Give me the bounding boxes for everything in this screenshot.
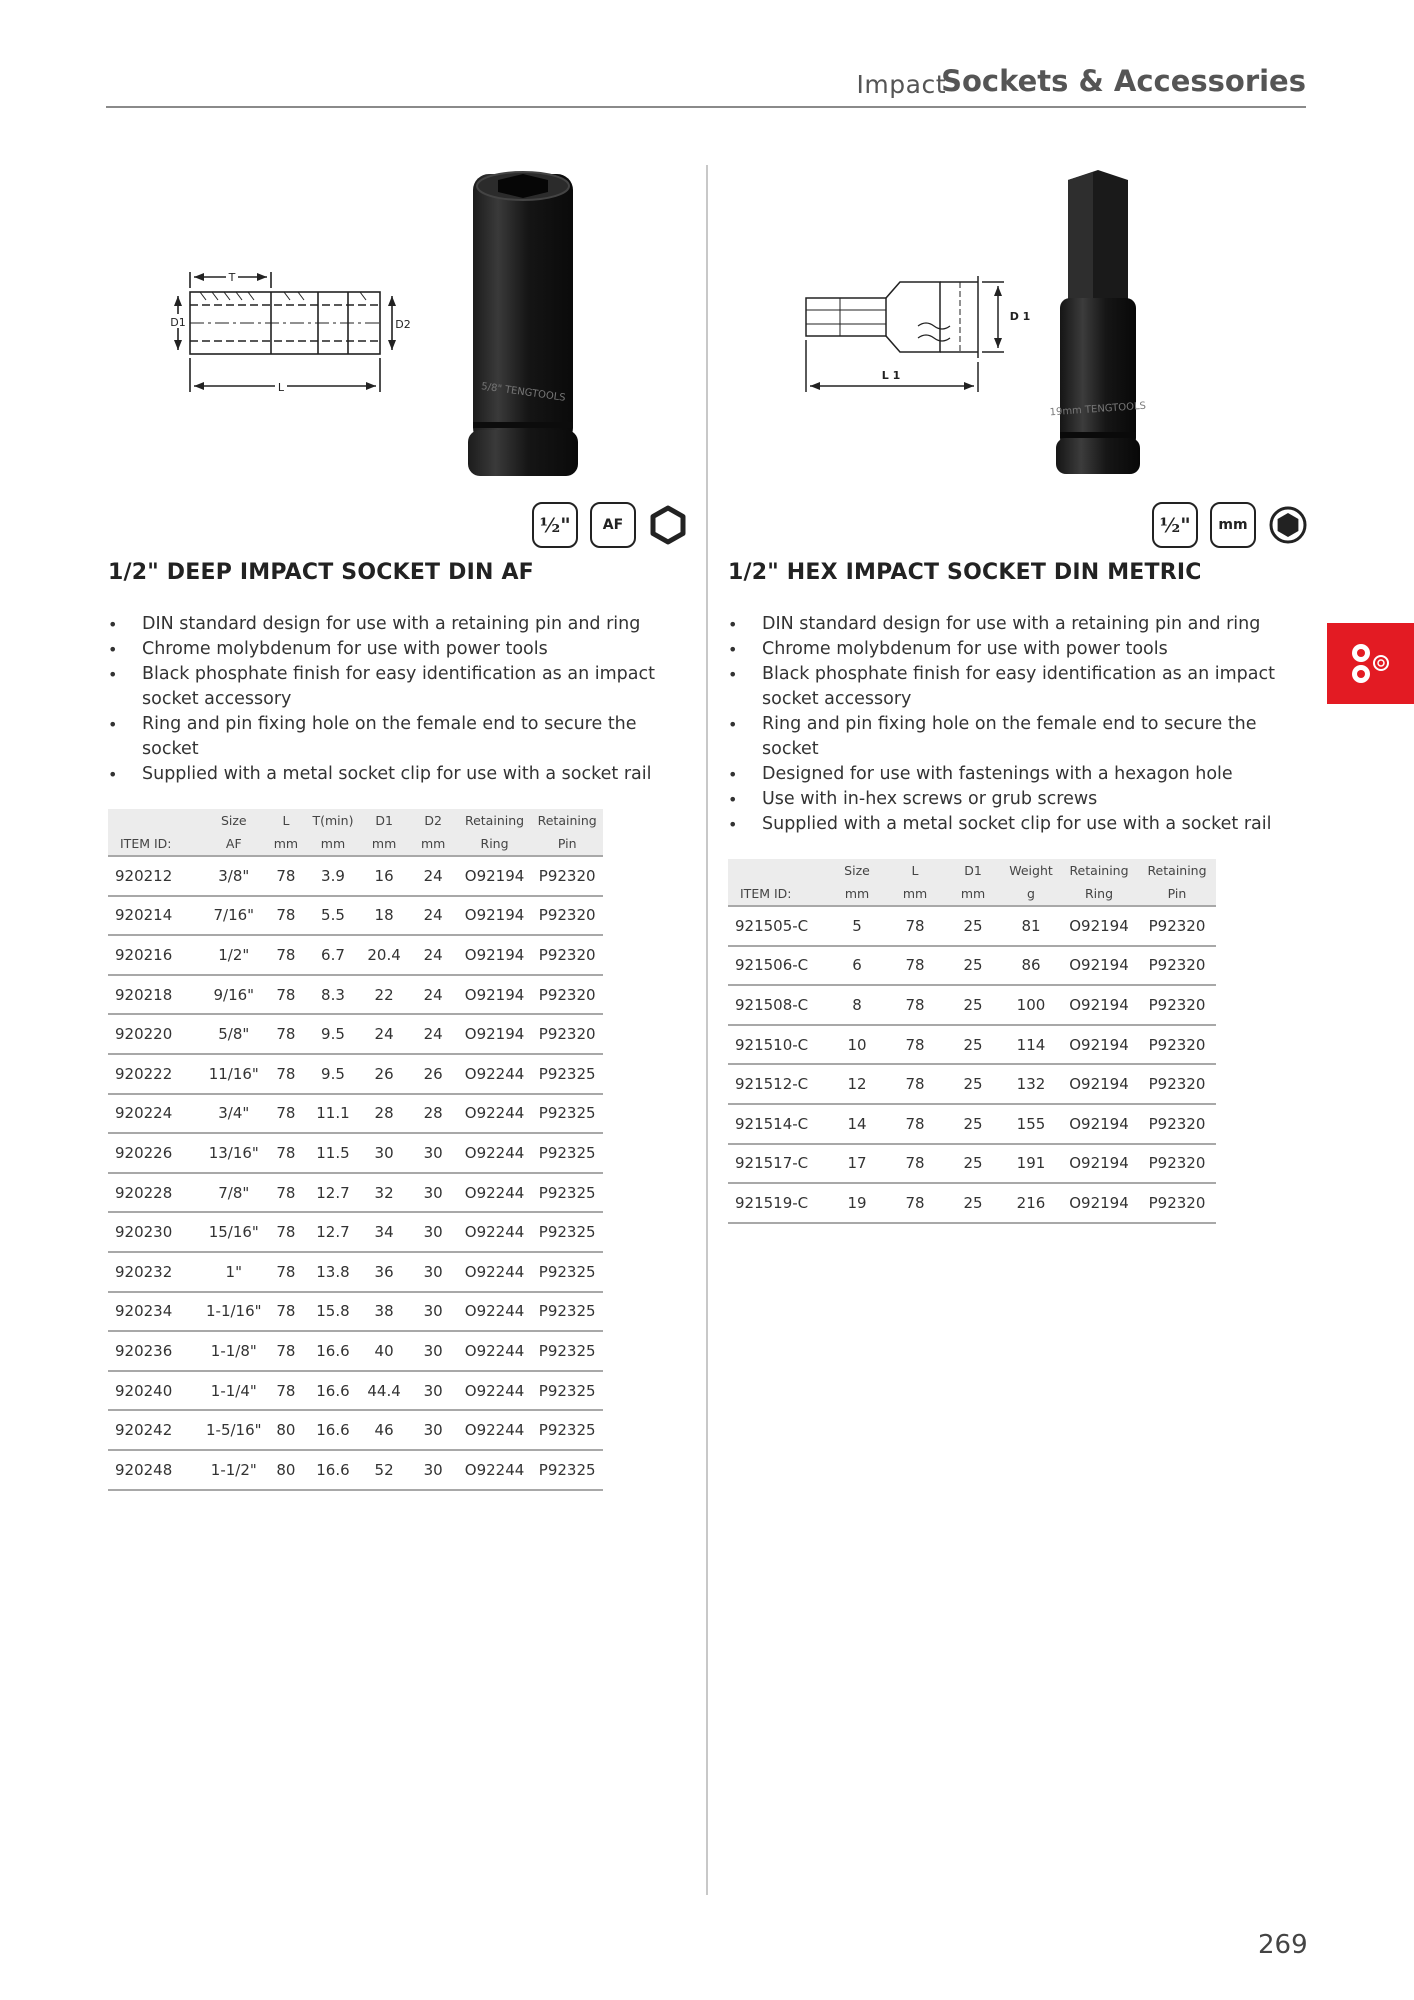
table-cell: 7/16" (202, 896, 265, 936)
table-cell: 25 (944, 985, 1002, 1025)
table-cell: 11.5 (306, 1133, 359, 1173)
table-cell: 24 (409, 975, 458, 1015)
table-cell: 19 (828, 1183, 886, 1223)
table-header-cell: Pin (557, 836, 577, 851)
table-row (108, 1371, 603, 1411)
table-cell: 78 (265, 1331, 306, 1371)
table-header-cell (108, 809, 202, 832)
table-cell: 78 (265, 1173, 306, 1213)
table-cell: 78 (265, 1054, 306, 1094)
table-header-cell: mm (371, 836, 397, 851)
table-cell: 20.4 (360, 935, 409, 975)
table-header-cell: Retaining (1069, 863, 1129, 878)
table-header-cell: Size (220, 813, 247, 828)
feature-item: • DIN standard design for use with a retaining pin and ring (728, 612, 1308, 637)
table-header-cell: Weight (1009, 863, 1053, 878)
table-cell: 78 (265, 896, 306, 936)
left-feature-list (108, 612, 688, 787)
table-cell: O92244 (458, 1173, 532, 1213)
item-id-cell: 920248 (108, 1450, 202, 1490)
table-cell: 25 (944, 1025, 1002, 1065)
table-cell: 9.5 (306, 1014, 359, 1054)
table-cell: 16 (360, 856, 409, 896)
table-row (728, 1064, 1216, 1104)
table-cell: 22 (360, 975, 409, 1015)
left-product-images (108, 160, 688, 480)
table-header-cell: ITEM ID: (120, 836, 172, 851)
table-cell: 30 (360, 1133, 409, 1173)
table-cell: 5.5 (306, 896, 359, 936)
table-cell: 78 (265, 856, 306, 896)
table-header-cell: g (1027, 886, 1035, 901)
table-cell: 38 (360, 1292, 409, 1332)
table-cell: 13.8 (306, 1252, 359, 1292)
table-cell: P92325 (531, 1371, 603, 1411)
table-cell: O92244 (458, 1212, 532, 1252)
table-header-cell: L (911, 863, 919, 878)
table-row (108, 1212, 603, 1252)
header-title: Sockets & Accessories (941, 64, 1306, 98)
item-id-cell: 921506-C (728, 946, 828, 986)
table-cell: 1-1/8" (202, 1331, 265, 1371)
table-header-cell: Pin (1167, 886, 1187, 901)
table-row (108, 1094, 603, 1134)
table-cell: O92244 (458, 1054, 532, 1094)
table-header-cell: L (282, 813, 290, 828)
table-cell: 30 (409, 1450, 458, 1490)
table-cell: 86 (1002, 946, 1060, 986)
table-cell: 78 (886, 985, 944, 1025)
table-cell: O92194 (1060, 1064, 1138, 1104)
table-header-cell: Size (844, 863, 870, 878)
table-cell: P92325 (531, 1292, 603, 1332)
table-cell: 78 (265, 1212, 306, 1252)
table-header-cell: T(min) (312, 813, 354, 828)
table-cell: 46 (360, 1410, 409, 1450)
item-id-cell: 921510-C (728, 1025, 828, 1065)
table-cell: P92320 (1138, 1144, 1216, 1184)
table-row (108, 1292, 603, 1332)
table-cell: 78 (886, 946, 944, 986)
table-cell: 78 (265, 1371, 306, 1411)
table-header-cell: mm (844, 886, 870, 901)
table-row (728, 1144, 1216, 1184)
item-id-cell: 921517-C (728, 1144, 828, 1184)
diagram-label-d1: D1 (170, 316, 186, 329)
table-cell: 100 (1002, 985, 1060, 1025)
table-header-row (728, 882, 1216, 906)
table-cell: O92194 (1060, 906, 1138, 946)
item-id-cell: 920228 (108, 1173, 202, 1213)
table-cell: 30 (409, 1133, 458, 1173)
feature-item: • Chrome molybdenum for use with power tools (728, 637, 1308, 662)
table-cell: 30 (409, 1212, 458, 1252)
table-cell: O92244 (458, 1331, 532, 1371)
table-cell: 30 (409, 1371, 458, 1411)
table-cell: P92320 (1138, 1064, 1216, 1104)
item-id-cell: 921514-C (728, 1104, 828, 1144)
socket-marking-text: 19mm TENGTOOLS (1049, 400, 1147, 419)
table-cell: 78 (265, 1133, 306, 1173)
table-cell: 10 (828, 1025, 886, 1065)
item-id-cell: 920224 (108, 1094, 202, 1134)
table-cell: P92320 (1138, 1104, 1216, 1144)
table-cell: 3.9 (306, 856, 359, 896)
table-cell: P92320 (531, 856, 603, 896)
table-cell: 25 (944, 946, 1002, 986)
table-cell: O92194 (1060, 1104, 1138, 1144)
right-product-column (728, 160, 1308, 1212)
right-spec-table (728, 859, 1216, 1224)
table-cell: 5 (828, 906, 886, 946)
table-cell: 16.6 (306, 1450, 359, 1490)
table-cell: 16.6 (306, 1371, 359, 1411)
diagram-label-l: L (277, 381, 285, 394)
table-header-row (728, 859, 1216, 882)
table-cell: 5/8" (202, 1014, 265, 1054)
item-id-cell: 920236 (108, 1331, 202, 1371)
table-cell: 36 (360, 1252, 409, 1292)
table-cell: P92320 (1138, 1025, 1216, 1065)
left-product-title: 1/2" DEEP IMPACT SOCKET DIN AF (108, 560, 534, 585)
table-cell: P92320 (1138, 946, 1216, 986)
table-cell: P92325 (531, 1450, 603, 1490)
table-cell: 1" (202, 1252, 265, 1292)
table-cell: 12.7 (306, 1212, 359, 1252)
table-cell: 34 (360, 1212, 409, 1252)
table-header-cell: Retaining (1147, 863, 1207, 878)
table-row (108, 975, 603, 1015)
table-cell: O92194 (458, 1014, 532, 1054)
table-cell: 17 (828, 1144, 886, 1184)
table-cell: 30 (409, 1331, 458, 1371)
table-row (108, 1252, 603, 1292)
table-cell: O92194 (1060, 1144, 1138, 1184)
table-cell: 9.5 (306, 1054, 359, 1094)
table-header-cell: Retaining (537, 813, 597, 828)
diagram-label-d2: D2 (395, 318, 411, 331)
table-cell: O92244 (458, 1410, 532, 1450)
table-cell: 30 (409, 1292, 458, 1332)
table-cell: 1-1/2" (202, 1450, 265, 1490)
table-cell: O92244 (458, 1450, 532, 1490)
table-cell: 30 (409, 1173, 458, 1213)
feature-item: • Ring and pin fixing hole on the female end to secure the socket (108, 712, 688, 762)
table-cell: O92194 (458, 856, 532, 896)
table-cell: 15/16" (202, 1212, 265, 1252)
table-cell: 6.7 (306, 935, 359, 975)
table-cell: 78 (265, 1252, 306, 1292)
table-header-row (108, 809, 603, 832)
feature-item: • Designed for use with fastenings with a hexagon hole (728, 762, 1308, 787)
table-cell: 15.8 (306, 1292, 359, 1332)
table-row (728, 1104, 1216, 1144)
table-cell: 13/16" (202, 1133, 265, 1173)
table-cell: 78 (886, 1064, 944, 1104)
table-cell: O92194 (1060, 985, 1138, 1025)
left-product-column (108, 160, 688, 1479)
table-cell: 78 (886, 1144, 944, 1184)
item-id-cell: 920218 (108, 975, 202, 1015)
table-cell: P92320 (1138, 985, 1216, 1025)
table-cell: O92244 (458, 1371, 532, 1411)
table-cell: 30 (409, 1252, 458, 1292)
page-number: 269 (1258, 1930, 1308, 1960)
af-badge: AF (590, 502, 636, 548)
table-cell: 78 (265, 1292, 306, 1332)
table-row (728, 946, 1216, 986)
table-header-cell: Retaining (464, 813, 525, 828)
table-cell: 12 (828, 1064, 886, 1104)
table-cell: 9/16" (202, 975, 265, 1015)
table-cell: 78 (265, 975, 306, 1015)
table-row (728, 1025, 1216, 1065)
table-cell: O92244 (458, 1094, 532, 1134)
table-cell: P92325 (531, 1054, 603, 1094)
table-cell: 44.4 (360, 1371, 409, 1411)
column-divider (706, 165, 708, 1895)
table-cell: O92194 (458, 975, 532, 1015)
diagram-label-d1: D 1 (1009, 310, 1031, 323)
item-id-cell: 921512-C (728, 1064, 828, 1104)
table-cell: O92194 (458, 896, 532, 936)
table-header-cell: mm (960, 886, 986, 901)
table-cell: O92194 (1060, 1183, 1138, 1223)
feature-item: • Black phosphate finish for easy identification as an impact socket accessory (108, 662, 688, 712)
table-cell: 24 (360, 1014, 409, 1054)
table-cell: 14 (828, 1104, 886, 1144)
table-cell: P92325 (531, 1094, 603, 1134)
right-feature-list (728, 612, 1308, 837)
table-cell: 26 (409, 1054, 458, 1094)
table-header-cell: AF (225, 836, 242, 851)
table-header-cell: D1 (375, 813, 393, 828)
table-cell: P92320 (531, 935, 603, 975)
table-cell: 28 (360, 1094, 409, 1134)
table-cell: 191 (1002, 1144, 1060, 1184)
table-cell: 24 (409, 1014, 458, 1054)
right-product-images (728, 160, 1308, 480)
table-cell: 78 (265, 1014, 306, 1054)
drive-size-badge: ½" (1152, 502, 1198, 548)
table-header-cell: mm (273, 836, 299, 851)
left-table-body (108, 856, 603, 1490)
table-cell: O92244 (458, 1133, 532, 1173)
table-cell: 18 (360, 896, 409, 936)
item-id-cell: 920220 (108, 1014, 202, 1054)
header-category: Impact (856, 70, 946, 99)
item-id-cell: 920226 (108, 1133, 202, 1173)
table-row (728, 1183, 1216, 1223)
right-table-body (728, 906, 1216, 1223)
table-cell: P92320 (531, 1014, 603, 1054)
feature-item: • Ring and pin fixing hole on the female end to secure the socket (728, 712, 1308, 762)
table-cell: P92320 (1138, 906, 1216, 946)
item-id-cell: 920230 (108, 1212, 202, 1252)
table-cell: 6 (828, 946, 886, 986)
table-cell: 16.6 (306, 1410, 359, 1450)
left-badges (532, 502, 688, 548)
table-row (108, 935, 603, 975)
hex-outline-icon (648, 505, 688, 545)
item-id-cell: 920214 (108, 896, 202, 936)
table-header-cell: D1 (964, 863, 982, 878)
table-cell: O92194 (1060, 946, 1138, 986)
table-cell: 7/8" (202, 1173, 265, 1213)
table-cell: 3/4" (202, 1094, 265, 1134)
table-row (108, 856, 603, 896)
item-id-cell: 920242 (108, 1410, 202, 1450)
table-row (108, 1054, 603, 1094)
table-cell: 1-1/16" (202, 1292, 265, 1332)
table-cell: 25 (944, 1064, 1002, 1104)
table-cell: 114 (1002, 1025, 1060, 1065)
feature-item: • Chrome molybdenum for use with power tools (108, 637, 688, 662)
table-cell: 78 (886, 906, 944, 946)
table-cell: 8.3 (306, 975, 359, 1015)
table-row (108, 1331, 603, 1371)
right-badges (1152, 502, 1308, 548)
table-cell: 3/8" (202, 856, 265, 896)
table-row (108, 896, 603, 936)
table-cell: P92320 (531, 896, 603, 936)
hex-solid-icon (1268, 505, 1308, 545)
table-cell: 80 (265, 1450, 306, 1490)
table-cell: P92325 (531, 1252, 603, 1292)
table-cell: 16.6 (306, 1331, 359, 1371)
table-row (728, 906, 1216, 946)
table-cell: 78 (886, 1104, 944, 1144)
mm-badge: mm (1210, 502, 1256, 548)
table-row (108, 1173, 603, 1213)
table-header-cell (728, 859, 828, 882)
table-cell: 26 (360, 1054, 409, 1094)
table-cell: P92325 (531, 1212, 603, 1252)
table-row (108, 1014, 603, 1054)
item-id-cell: 921508-C (728, 985, 828, 1025)
feature-item: • DIN standard design for use with a retaining pin and ring (108, 612, 688, 637)
table-cell: 78 (886, 1183, 944, 1223)
item-id-cell: 921505-C (728, 906, 828, 946)
table-cell: 25 (944, 1144, 1002, 1184)
table-cell: P92320 (1138, 1183, 1216, 1223)
table-cell: 25 (944, 1183, 1002, 1223)
feature-item: • Use with in-hex screws or grub screws (728, 787, 1308, 812)
table-cell: 24 (409, 935, 458, 975)
table-row (728, 985, 1216, 1025)
feature-item: • Black phosphate finish for easy identification as an impact socket accessory (728, 662, 1308, 712)
table-cell: O92244 (458, 1252, 532, 1292)
table-cell: 132 (1002, 1064, 1060, 1104)
table-row (108, 1133, 603, 1173)
item-id-cell: 920216 (108, 935, 202, 975)
table-cell: 78 (886, 1025, 944, 1065)
feature-item: • Supplied with a metal socket clip for use with a socket rail (728, 812, 1308, 837)
table-cell: P92320 (531, 975, 603, 1015)
item-id-cell: 920212 (108, 856, 202, 896)
table-cell: 1-5/16" (202, 1410, 265, 1450)
table-header-cell: ITEM ID: (740, 886, 792, 901)
table-row (108, 1450, 603, 1490)
diagram-label-t: T (228, 271, 236, 284)
table-cell: 28 (409, 1094, 458, 1134)
hex-socket-diagram (728, 160, 1308, 480)
table-cell: O92244 (458, 1292, 532, 1332)
table-header-cell: mm (421, 836, 446, 851)
table-cell: P92325 (531, 1410, 603, 1450)
table-cell: 30 (409, 1410, 458, 1450)
table-row (108, 1410, 603, 1450)
deep-socket-diagram (108, 160, 688, 480)
page-header (106, 62, 1306, 108)
table-header-cell: mm (902, 886, 928, 901)
sockets-icon (1347, 641, 1395, 687)
table-cell: 81 (1002, 906, 1060, 946)
table-cell: 1-1/4" (202, 1371, 265, 1411)
table-cell: 11/16" (202, 1054, 265, 1094)
item-id-cell: 921519-C (728, 1183, 828, 1223)
socket-marking-text: 5/8" TENGTOOLS (480, 381, 567, 404)
table-cell: 1/2" (202, 935, 265, 975)
item-id-cell: 920234 (108, 1292, 202, 1332)
drive-size-badge: ½" (532, 502, 578, 548)
table-header-cell: Ring (1084, 886, 1113, 901)
table-header-cell: Ring (480, 836, 509, 851)
table-cell: O92194 (458, 935, 532, 975)
table-cell: 52 (360, 1450, 409, 1490)
item-id-cell: 920232 (108, 1252, 202, 1292)
table-header-cell: D2 (424, 813, 442, 828)
table-cell: 25 (944, 1104, 1002, 1144)
item-id-cell: 920240 (108, 1371, 202, 1411)
table-cell: P92325 (531, 1173, 603, 1213)
feature-item: • Supplied with a metal socket clip for use with a socket rail (108, 762, 688, 787)
right-product-title: 1/2" HEX IMPACT SOCKET DIN METRIC (728, 560, 1202, 585)
table-cell: 12.7 (306, 1173, 359, 1213)
table-cell: 155 (1002, 1104, 1060, 1144)
table-cell: 216 (1002, 1183, 1060, 1223)
table-cell: 24 (409, 896, 458, 936)
left-spec-table (108, 809, 603, 1491)
table-cell: 40 (360, 1331, 409, 1371)
table-cell: P92325 (531, 1331, 603, 1371)
table-cell: 24 (409, 856, 458, 896)
table-cell: 25 (944, 906, 1002, 946)
item-id-cell: 920222 (108, 1054, 202, 1094)
table-header-row (108, 832, 603, 856)
section-tab (1327, 623, 1414, 704)
table-cell: 78 (265, 1094, 306, 1134)
table-cell: P92325 (531, 1133, 603, 1173)
table-cell: O92194 (1060, 1025, 1138, 1065)
table-cell: 80 (265, 1410, 306, 1450)
table-cell: 8 (828, 985, 886, 1025)
table-cell: 11.1 (306, 1094, 359, 1134)
table-cell: 32 (360, 1173, 409, 1213)
table-header-cell: mm (320, 836, 346, 851)
table-cell: 78 (265, 935, 306, 975)
diagram-label-l1: L 1 (881, 369, 901, 382)
